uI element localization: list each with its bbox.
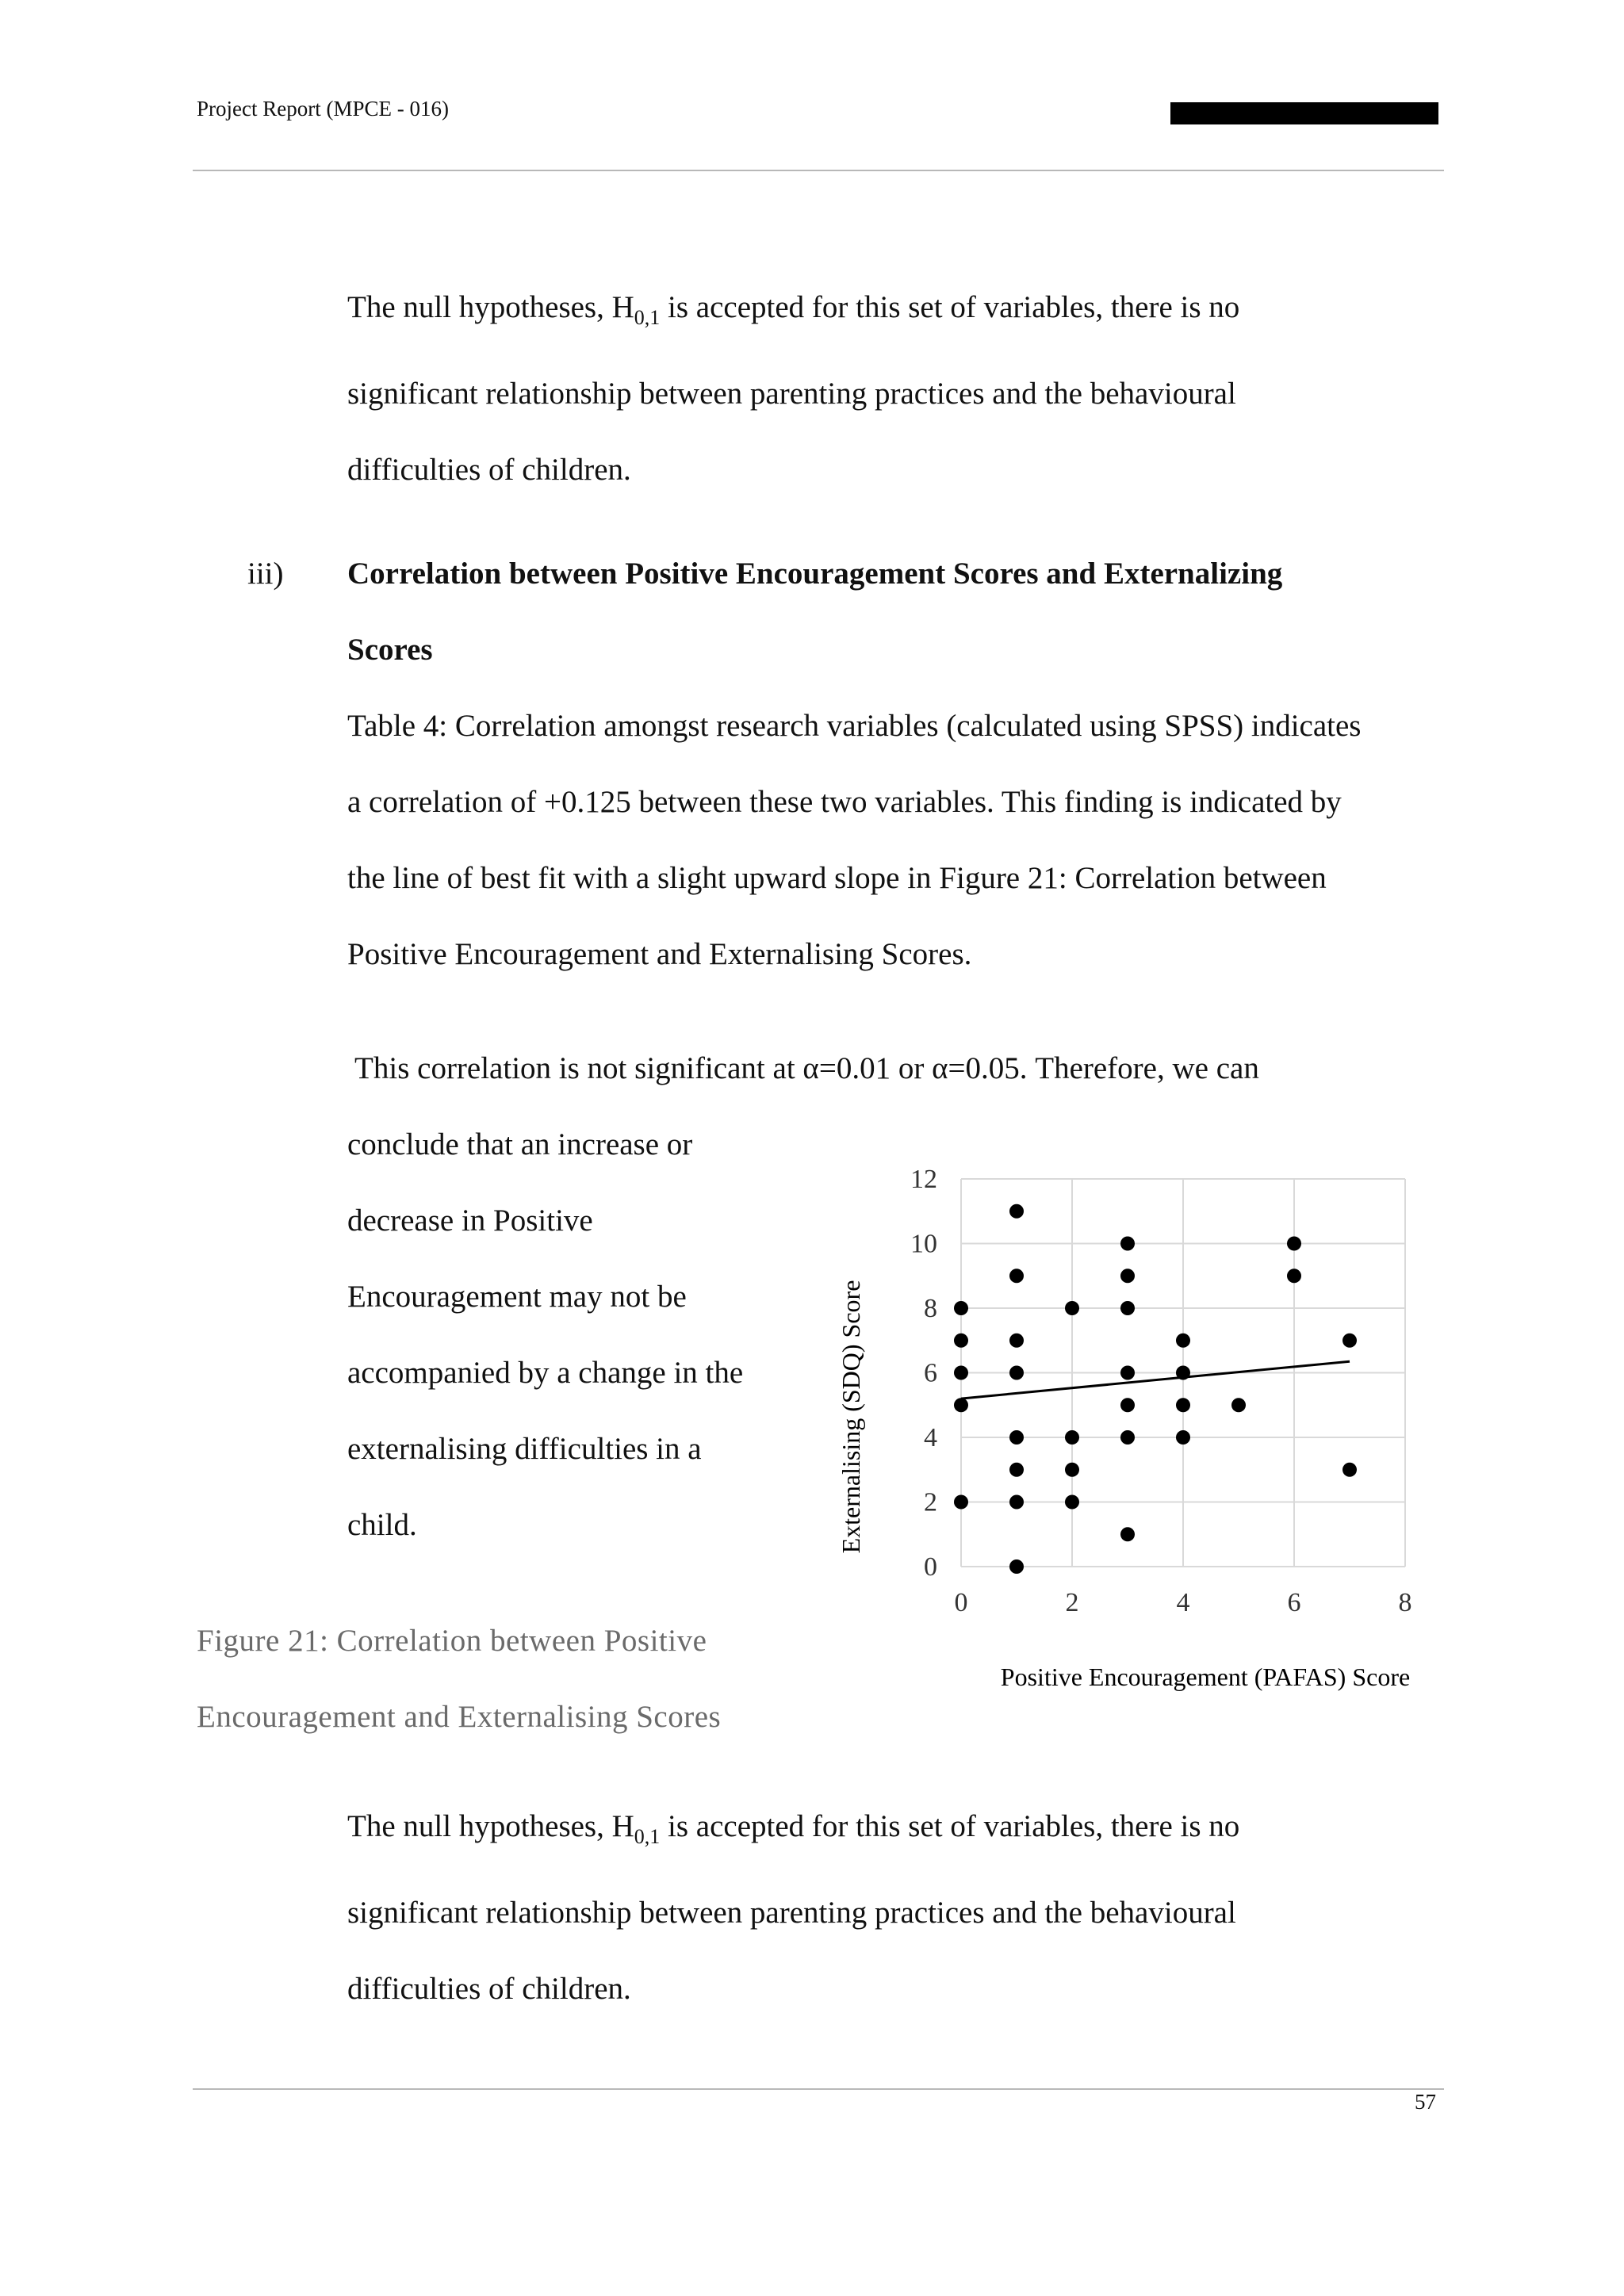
- paragraph-3-wrap-line: Encouragement may not be: [347, 1280, 687, 1314]
- data-point: [1287, 1269, 1301, 1283]
- data-point: [1176, 1366, 1190, 1380]
- paragraph-4-line: difficulties of children.: [347, 1971, 631, 2006]
- x-tick-label: 4: [1176, 1588, 1190, 1617]
- paragraph-2-line: Positive Encouragement and Externalising Scores.: [347, 937, 972, 971]
- paragraph-4-line: [347, 1789, 1239, 1875]
- paragraph-3-wrap-line: externalising difficulties in a: [347, 1432, 702, 1466]
- paragraph-2-line: a correlation of +0.125 between these two variables. This finding is indicated by: [347, 785, 1342, 819]
- section-heading-line: Scores: [347, 633, 433, 667]
- header-rule: [193, 170, 1444, 171]
- footer-rule: [193, 2088, 1444, 2090]
- x-tick-label: 0: [954, 1588, 968, 1617]
- data-point: [954, 1366, 968, 1380]
- x-tick-label: 6: [1287, 1588, 1301, 1617]
- figure-caption: [197, 1603, 721, 1755]
- text-span: The null hypotheses, H: [347, 290, 634, 324]
- header-title: Project Report (MPCE - 016): [197, 97, 449, 121]
- subscript: 0,1: [634, 305, 661, 329]
- data-point: [1287, 1237, 1301, 1251]
- y-tick-label: 2: [924, 1487, 937, 1517]
- data-point: [1065, 1301, 1079, 1315]
- data-point: [1065, 1495, 1079, 1510]
- y-tick-label: 4: [924, 1423, 937, 1452]
- paragraph-2-line: Table 4: Correlation amongst research variables (calculated using SPSS) indicates: [347, 709, 1362, 743]
- section-heading: [347, 536, 1282, 688]
- data-points: [954, 1204, 1357, 1574]
- data-point: [1120, 1366, 1135, 1380]
- data-point: [1065, 1463, 1079, 1477]
- data-point: [1120, 1301, 1135, 1315]
- paragraph-3-wrap-line: accompanied by a change in the: [347, 1356, 744, 1390]
- paragraph-3-wrap-line: conclude that an increase or: [347, 1127, 693, 1161]
- paragraph-3-wrap-line: child.: [347, 1508, 417, 1542]
- y-tick-label: 10: [910, 1229, 937, 1259]
- text-span: is accepted for this set of variables, there is no: [660, 1809, 1240, 1843]
- data-point: [954, 1301, 968, 1315]
- figure-caption-line: Figure 21: Correlation between Positive: [197, 1624, 707, 1658]
- x-tick-label: 8: [1398, 1588, 1412, 1617]
- data-point: [1120, 1527, 1135, 1541]
- data-point: [1176, 1398, 1190, 1412]
- y-tick-label: 8: [924, 1294, 937, 1323]
- data-point: [1231, 1398, 1246, 1412]
- data-point: [1009, 1204, 1024, 1219]
- paragraph-2: [347, 688, 1362, 993]
- paragraph-1-line: difficulties of children.: [347, 452, 631, 487]
- data-point: [1009, 1366, 1024, 1380]
- y-tick-label: 12: [910, 1165, 937, 1194]
- paragraph-4: [347, 1789, 1239, 2027]
- paragraph-3-first-line: This correlation is not significant at α=0.01 or α=0.05. Therefore, we can: [347, 1051, 1259, 1085]
- scatter-chart: [825, 1142, 1459, 1712]
- data-point: [1120, 1398, 1135, 1412]
- paragraph-1-line: significant relationship between parenting practices and the behavioural: [347, 376, 1236, 411]
- paragraph-3-wrap-line: decrease in Positive: [347, 1203, 593, 1238]
- data-point: [1120, 1269, 1135, 1283]
- y-axis-label: Externalising (SDQ) Score: [837, 1280, 865, 1554]
- figure-caption-line: Encouragement and Externalising Scores: [197, 1700, 722, 1734]
- data-point: [1120, 1430, 1135, 1445]
- data-point: [954, 1334, 968, 1348]
- x-tick-labels: [955, 1588, 1412, 1617]
- y-tick-labels: [910, 1165, 937, 1582]
- data-point: [954, 1495, 968, 1510]
- y-tick-label: 0: [924, 1552, 937, 1582]
- data-point: [1176, 1430, 1190, 1445]
- text-span: is accepted for this set of variables, there is no: [660, 290, 1240, 324]
- data-point: [1009, 1495, 1024, 1510]
- data-point: [1009, 1269, 1024, 1283]
- data-point: [1176, 1334, 1190, 1348]
- text-span: The null hypotheses, H: [347, 1809, 634, 1843]
- paragraph-1-line: [347, 270, 1239, 356]
- page-number: 57: [1415, 2090, 1436, 2114]
- x-axis-label: Positive Encouragement (PAFAS) Score: [1000, 1663, 1411, 1691]
- paragraph-2-line: the line of best fit with a slight upward slope in Figure 21: Correlation between: [347, 861, 1327, 895]
- paragraph-4-line: significant relationship between parenting practices and the behavioural: [347, 1895, 1236, 1930]
- data-point: [1065, 1430, 1079, 1445]
- data-point: [1342, 1463, 1357, 1477]
- data-point: [1009, 1430, 1024, 1445]
- paragraph-1: [347, 270, 1239, 508]
- section-number: iii): [247, 557, 284, 591]
- data-point: [1342, 1334, 1357, 1348]
- x-tick-label: 2: [1065, 1588, 1079, 1617]
- section-heading-line: Correlation between Positive Encouragement Scores and Externalizing: [347, 557, 1283, 591]
- data-point: [1009, 1334, 1024, 1348]
- data-point: [1120, 1237, 1135, 1251]
- data-point: [954, 1398, 968, 1412]
- subscript: 0,1: [634, 1824, 661, 1848]
- redaction-bar: [1170, 102, 1438, 124]
- data-point: [1009, 1559, 1024, 1574]
- data-point: [1009, 1463, 1024, 1477]
- y-tick-label: 6: [924, 1358, 937, 1388]
